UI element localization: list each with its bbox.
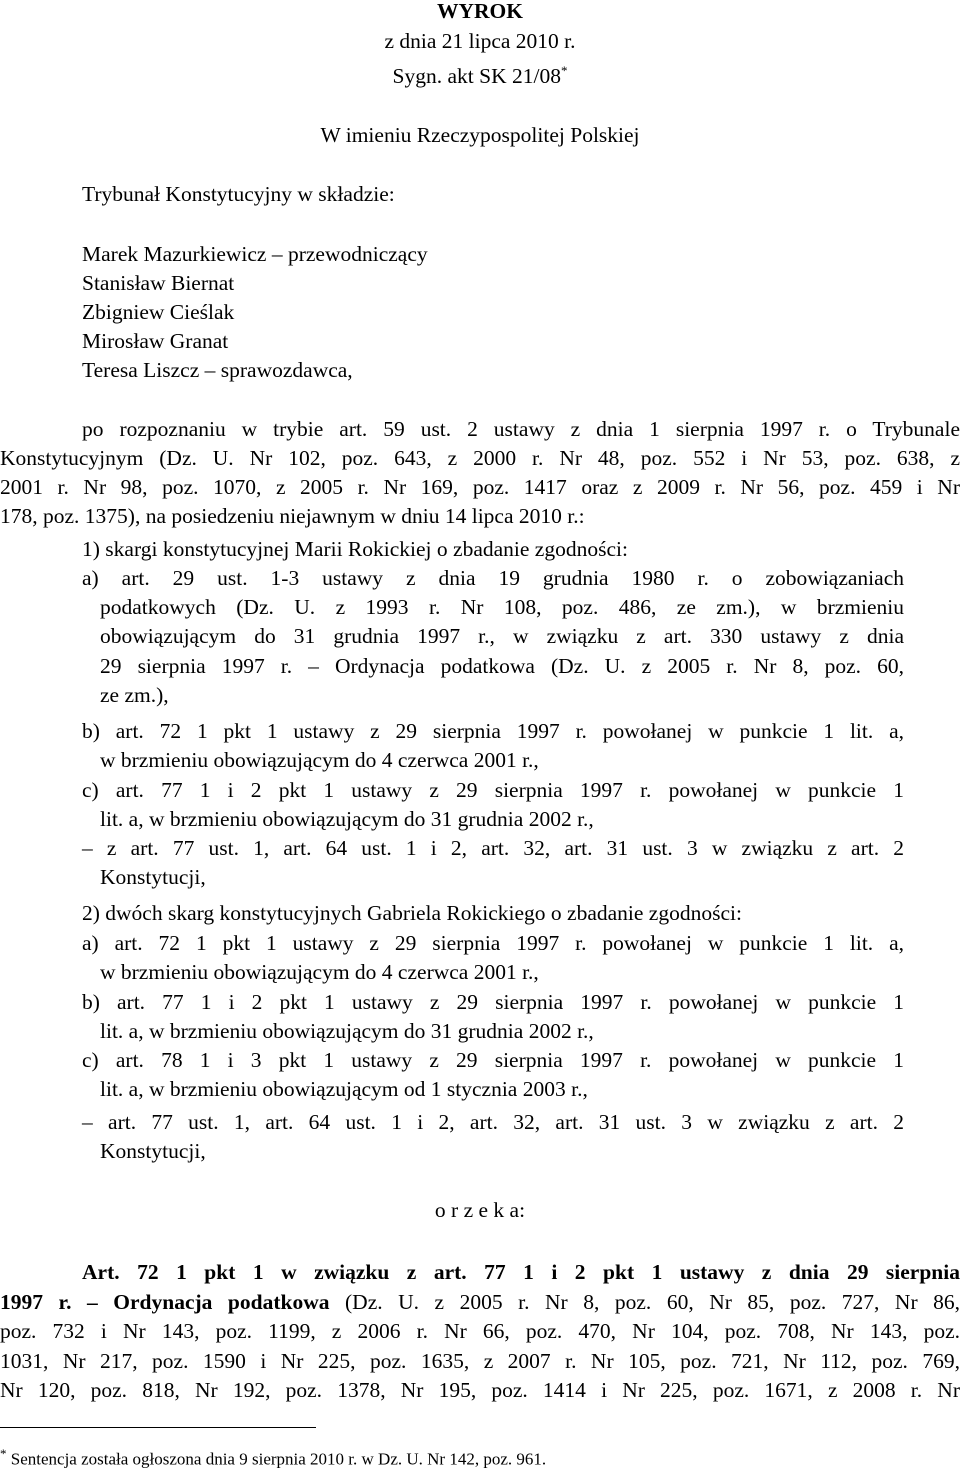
body-line: po rozpoznaniu w trybie art. 59 ust. 2 ustawy z dnia 1 sierpnia 1997 r. o Trybunale — [82, 417, 960, 441]
footnote-reference: * — [560, 63, 568, 78]
list-item-line: a) art. 72 1 pkt 1 ustawy z 29 sierpnia 1997 r. powołanej w punkcie 1 lit. a, — [82, 931, 904, 955]
footnote-text: Sentencja została ogłoszona dnia 9 sierpnia 2010 r. w Dz. U. Nr 142, poz. 961. — [6, 1449, 547, 1469]
member: Zbigniew Cieślak — [82, 300, 235, 324]
ruling-bold-text: 1997 r. – Ordynacja podatkowa — [0, 1290, 330, 1314]
ruling-line: poz. 732 i Nr 143, poz. 1199, z 2006 r. Nr 66, poz. 470, Nr 104, poz. 708, Nr 143, poz. — [0, 1319, 960, 1343]
list-item-line: podatkowych (Dz. U. z 1993 r. Nr 108, poz. 486, ze zm.), w brzmieniu — [100, 595, 904, 619]
ruling-line — [0, 1287, 960, 1317]
composition-label: Trybunał Konstytucyjny w składzie: — [82, 182, 395, 206]
case-signature — [0, 56, 960, 91]
footnote-mark: * — [0, 1446, 7, 1461]
member-chair: Marek Mazurkiewicz – przewodniczący — [82, 242, 428, 266]
ruling-line: 1031, Nr 217, poz. 1590 i Nr 225, poz. 1635, z 2007 r. Nr 105, poz. 721, Nr 112, poz. 769, — [0, 1349, 960, 1373]
body-line: Konstytucyjnym (Dz. U. Nr 102, poz. 643, z 2000 r. Nr 48, poz. 552 i Nr 53, poz. 638, z — [0, 446, 960, 470]
body-line: 2001 r. Nr 98, poz. 1070, z 2005 r. Nr 169, poz. 1417 oraz z 2009 r. Nr 56, poz. 459 i Nr — [0, 475, 960, 499]
ruling-text: (Dz. U. z 2005 r. Nr 8, poz. 60, Nr 85, poz. 727, Nr 86, — [329, 1290, 960, 1314]
list-item-line: Konstytucji, — [100, 865, 206, 889]
list-item-line: w brzmieniu obowiązującym do 4 czerwca 2001 r., — [100, 748, 539, 772]
list-item-line: – art. 77 ust. 1, art. 64 ust. 1 i 2, art. 32, art. 31 ust. 3 w związku z art. 2 — [82, 1110, 904, 1134]
footnote-divider — [0, 1427, 316, 1428]
list-item-line: obowiązującym do 31 grudnia 1997 r., w związku z art. 330 ustawy z dnia — [100, 624, 904, 648]
list-item-line: b) art. 72 1 pkt 1 ustawy z 29 sierpnia 1997 r. powołanej w punkcie 1 lit. a, — [82, 719, 904, 743]
member: Mirosław Granat — [82, 329, 229, 353]
list-item-line: lit. a, w brzmieniu obowiązującym do 31 grudnia 2002 r., — [100, 1019, 594, 1043]
list-item-line: c) art. 78 1 i 3 pkt 1 ustawy z 29 sierpnia 1997 r. powołanej w punkcie 1 — [82, 1048, 904, 1072]
list-item-line: c) art. 77 1 i 2 pkt 1 ustawy z 29 sierpnia 1997 r. powołanej w punkcie 1 — [82, 778, 904, 802]
member: Stanisław Biernat — [82, 271, 235, 295]
footnote — [0, 1443, 546, 1471]
list-item-line: 29 sierpnia 1997 r. – Ordynacja podatkowa (Dz. U. z 2005 r. Nr 8, poz. 60, — [100, 654, 904, 678]
list-item-line: b) art. 77 1 i 2 pkt 1 ustawy z 29 sierpnia 1997 r. powołanej w punkcie 1 — [82, 990, 904, 1014]
complaint-1-heading: 1) skargi konstytucyjnej Marii Rokickiej o zbadanie zgodności: — [82, 537, 628, 561]
list-item-line: ze zm.), — [100, 683, 169, 707]
list-item-line: Konstytucji, — [100, 1139, 206, 1163]
list-item-line: – z art. 77 ust. 1, art. 64 ust. 1 i 2, art. 32, art. 31 ust. 3 w związku z art. 2 — [82, 836, 904, 860]
complaint-2-heading: 2) dwóch skarg konstytucyjnych Gabriela Rokickiego o zbadanie zgodności: — [82, 901, 742, 925]
body-line: 178, poz. 1375), na posiedzeniu niejawnym w dniu 14 lipca 2010 r.: — [0, 504, 585, 528]
judgment-date: z dnia 21 lipca 2010 r. — [384, 29, 576, 53]
case-signature-text: Sygn. akt SK 21/08 — [392, 64, 561, 89]
member-rapporteur: Teresa Liszcz – sprawozdawca, — [82, 358, 353, 382]
list-item-line: lit. a, w brzmieniu obowiązującym do 31 grudnia 2002 r., — [100, 807, 594, 831]
rules-heading: o r z e k a: — [434, 1198, 526, 1222]
list-item-line: w brzmieniu obowiązującym do 4 czerwca 2001 r., — [100, 960, 539, 984]
document-title: WYROK — [437, 0, 523, 23]
ruling-line: Nr 120, poz. 818, Nr 192, poz. 1378, Nr 195, poz. 1414 i Nr 225, poz. 1671, z 2008 r. Nr — [0, 1378, 960, 1402]
republic-heading: W imieniu Rzeczypospolitej Polskiej — [320, 123, 640, 147]
ruling-line: Art. 72 1 pkt 1 w związku z art. 77 1 i 2 pkt 1 ustawy z dnia 29 sierpnia — [82, 1260, 960, 1284]
list-item-line: lit. a, w brzmieniu obowiązującym od 1 stycznia 2003 r., — [100, 1077, 588, 1101]
list-item-line: a) art. 29 ust. 1-3 ustawy z dnia 19 grudnia 1980 r. o zobowiązaniach — [82, 566, 904, 590]
